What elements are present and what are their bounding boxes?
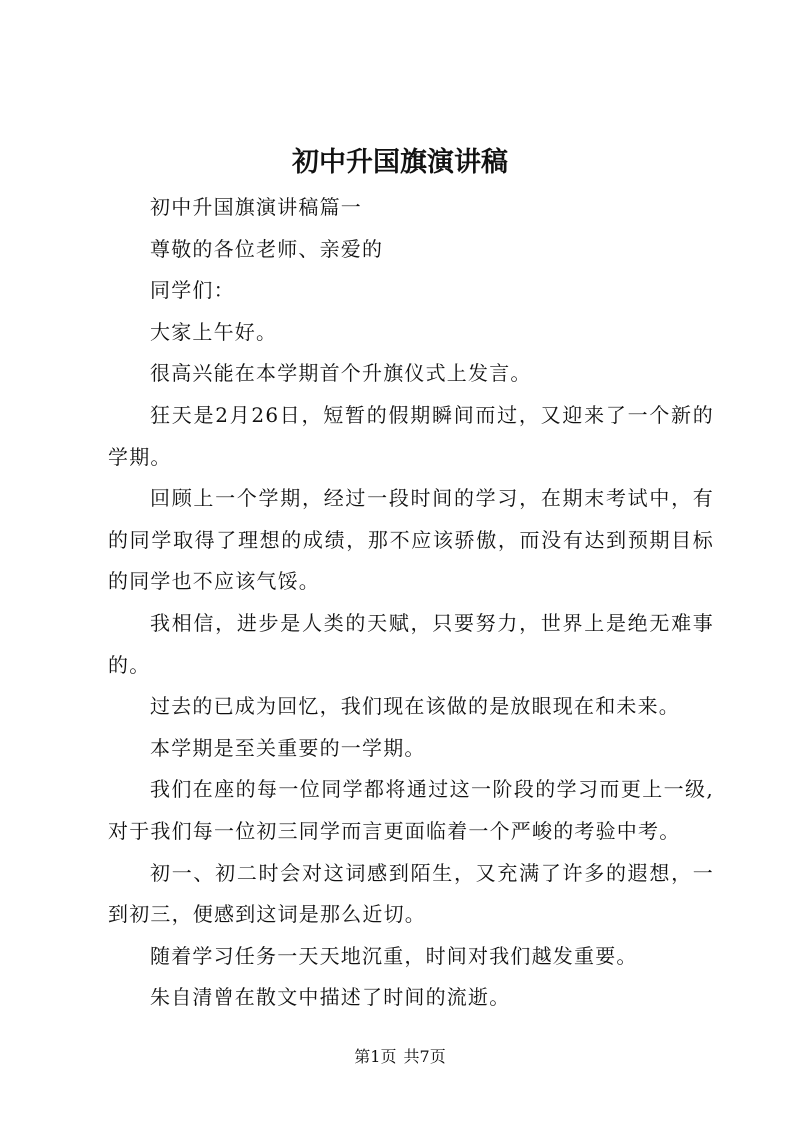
paragraph: 回顾上一个学期，经过一段时间的学习，在期末考试中，有的同学取得了理想的成绩，那不应该骄傲，而没有达到预期目标的同学也不应该气馁。 <box>108 486 714 594</box>
paragraph: 我相信，进步是人类的天赋，只要努力，世界上是绝无难事的。 <box>108 610 714 677</box>
paragraph: 过去的已成为回忆，我们现在该做的是放眼现在和未来。 <box>150 694 680 719</box>
paragraph: 大家上午好。 <box>150 319 278 344</box>
paragraph: 本学期是至关重要的一学期。 <box>150 735 426 760</box>
document-title: 初中升国旗演讲稿 <box>292 147 508 178</box>
document-body <box>108 187 714 1019</box>
paragraph: 很高兴能在本学期首个升旗仪式上发言。 <box>150 361 532 386</box>
paragraph: 随着学习任务一天天地沉重，时间对我们越发重要。 <box>150 943 638 968</box>
paragraph: 尊敬的各位老师、亲爱的 <box>150 236 384 261</box>
paragraph: 我们在座的每一位同学都将通过这一阶段的学习而更上一级,对于我们每一位初三同学而言更面临着一个严峻的考验中考。 <box>108 777 714 843</box>
page-footer <box>0 1046 800 1068</box>
paragraph: 狂天是2月26日，短暂的假期瞬间而过，又迎来了一个新的学期。 <box>108 402 714 469</box>
paragraph: 同学们： <box>150 278 235 303</box>
paragraph: 朱自清曾在散文中描述了时间的流逝。 <box>150 985 511 1010</box>
paragraph: 初一、初二时会对这词感到陌生，又充满了许多的遐想，一到初三，便感到这词是那么近切。 <box>108 860 714 927</box>
page-number: 第1页 <box>354 1047 397 1066</box>
paragraph: 初中升国旗演讲稿篇一 <box>150 195 362 219</box>
page-total: 共7页 <box>403 1047 446 1066</box>
